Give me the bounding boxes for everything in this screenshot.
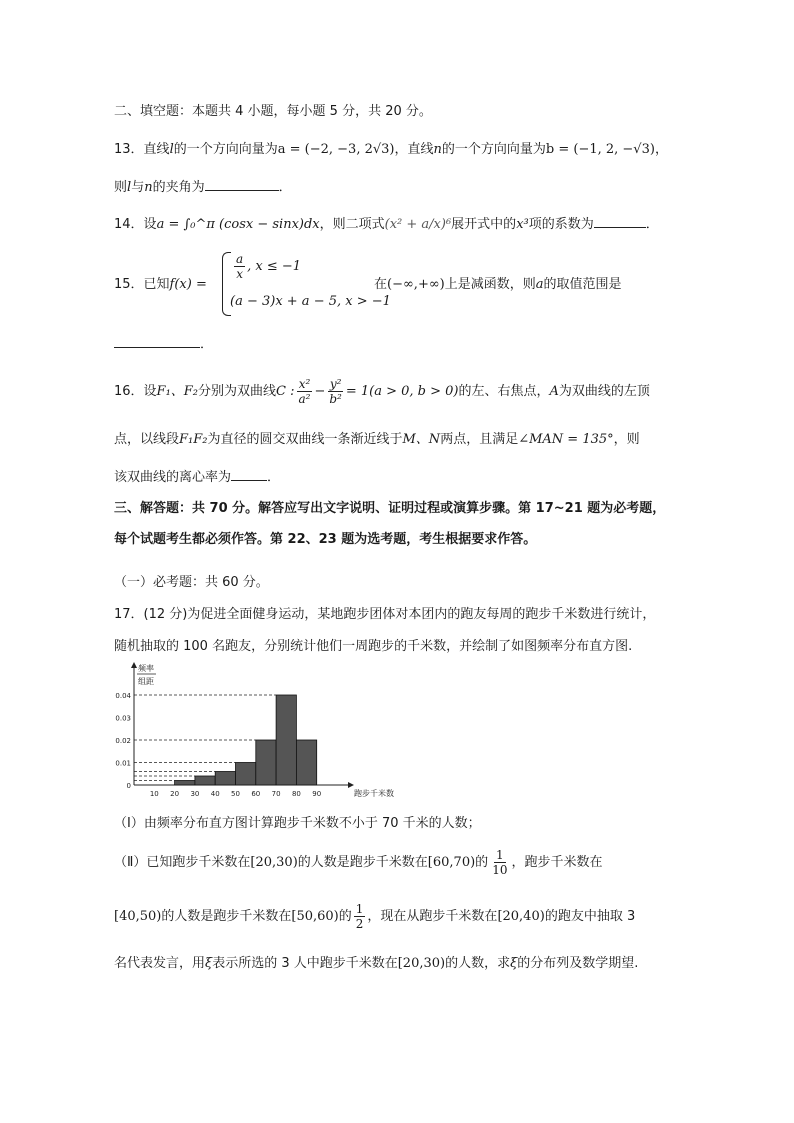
q16-number: 16．设 bbox=[114, 384, 157, 399]
section3-heading-line1: 三、解答题：共 70 分。解答应写出文字说明、证明过程或演算步骤。第 17~21 题为必考题， bbox=[114, 501, 666, 516]
x-axis-label: 跑步千米数 bbox=[354, 789, 394, 798]
function-f: f(x) = bbox=[169, 277, 207, 292]
line-l: l bbox=[127, 180, 132, 195]
q13-text: 则 bbox=[114, 180, 128, 195]
case-1 bbox=[232, 252, 301, 281]
minus-sign: − bbox=[314, 384, 326, 399]
histogram-bar bbox=[236, 763, 256, 786]
question-17-part1: （Ⅰ）由频率分布直方图计算跑步千米数不小于 70 千米的人数； bbox=[114, 816, 481, 831]
q17-text: 的人数是跑步千米数在 bbox=[297, 855, 428, 870]
q14-text: 设 bbox=[143, 217, 157, 232]
q17-text: 的分布列及数学期望. bbox=[517, 956, 639, 971]
q14-text: ． bbox=[645, 217, 659, 232]
question-14 bbox=[114, 213, 659, 235]
segment-f1f2: F₁F₂ bbox=[179, 432, 208, 447]
interval: [50,60) bbox=[291, 909, 339, 924]
histogram-bar bbox=[296, 740, 316, 785]
interval: [60,70) bbox=[427, 855, 476, 870]
x-tick-label: 20 bbox=[170, 790, 180, 798]
x-tick-label: 30 bbox=[190, 790, 200, 798]
q16-text: 的左、右焦点， bbox=[458, 384, 550, 399]
q14-text: 展开式中的 bbox=[451, 217, 517, 232]
x-tick-label: 40 bbox=[210, 790, 220, 798]
y-tick-label: 0.02 bbox=[115, 737, 131, 745]
interval: [20,30) bbox=[250, 855, 298, 870]
q15-text: 上是减函数，则 bbox=[444, 277, 536, 292]
x-tick-label: 90 bbox=[312, 790, 322, 798]
q17-text: 名代表发言，用 bbox=[114, 956, 206, 971]
x-tick-label: 60 bbox=[251, 790, 261, 798]
foci: F₁、F₂ bbox=[156, 384, 199, 399]
q17-text: 的跑友中抽取 3 bbox=[544, 909, 636, 924]
x-axis-arrow bbox=[348, 782, 354, 788]
q14-text: 项的系数为 bbox=[528, 217, 594, 232]
y-axis-arrow bbox=[131, 662, 137, 668]
frequency-histogram bbox=[112, 660, 412, 805]
q15-number: 15．已知 bbox=[114, 277, 170, 292]
q16-text: 两点，且满足 bbox=[440, 432, 519, 447]
answer-blank[interactable] bbox=[114, 333, 200, 348]
q15-case1-cond: , x ≤ −1 bbox=[247, 259, 302, 274]
x-tick-label: 70 bbox=[271, 790, 281, 798]
frac-b2: b² bbox=[329, 392, 342, 406]
var-xi: ξ bbox=[205, 956, 213, 971]
histogram-bar bbox=[215, 772, 235, 786]
fraction-denominator: 10 bbox=[492, 863, 508, 877]
q13-text: 的夹角为 bbox=[152, 180, 205, 195]
q16-text: ，则 bbox=[613, 432, 640, 447]
var-a: a bbox=[535, 277, 544, 292]
q16-text: 该双曲线的离心率为 bbox=[114, 470, 232, 485]
line-n: n bbox=[144, 180, 153, 195]
angle-man: ∠MAN = 135° bbox=[518, 432, 614, 447]
q15-text: ． bbox=[200, 337, 214, 352]
section2-heading: 二、填空题：本题共 4 小题，每小题 5 分，共 20 分。 bbox=[114, 104, 432, 119]
interval: [20,40) bbox=[497, 909, 545, 924]
frac-x2: x² bbox=[298, 377, 311, 391]
x-tick-label: 50 bbox=[231, 790, 240, 798]
histogram-bar bbox=[195, 776, 215, 785]
point-a: A bbox=[549, 384, 559, 399]
q17-text: 的人数是跑步千米数在 bbox=[161, 909, 292, 924]
q13-number: 13． bbox=[114, 142, 144, 157]
q16-text: 点，以线段 bbox=[114, 432, 180, 447]
case-2: (a − 3)x + a − 5, x > −1 bbox=[230, 294, 391, 309]
frac-y2: y² bbox=[329, 377, 342, 391]
y-tick-label: 0.01 bbox=[115, 759, 131, 768]
q13-text: ． bbox=[278, 180, 292, 195]
answer-blank[interactable] bbox=[205, 176, 279, 191]
x-tick-label: 80 bbox=[291, 790, 301, 798]
question-13-line1 bbox=[114, 140, 668, 160]
question-16-line3 bbox=[114, 466, 280, 488]
q16-text: 为双曲线的左顶 bbox=[558, 384, 650, 399]
question-16-line1 bbox=[114, 377, 650, 406]
binomial-expression: (x² + a/x)⁶ bbox=[384, 217, 452, 232]
line-n: n bbox=[433, 142, 442, 157]
interval: [40,50) bbox=[114, 909, 162, 924]
question-15-tail bbox=[374, 275, 622, 295]
question-17-part4 bbox=[114, 954, 638, 974]
q15-text: 在 bbox=[374, 277, 388, 292]
fraction-numerator: 1 bbox=[496, 848, 504, 862]
frac-a2: a² bbox=[298, 392, 311, 406]
q17-text: ，跑步千米数在 bbox=[511, 855, 603, 870]
q14-text: ，则二项式 bbox=[319, 217, 385, 232]
term-x3: x³ bbox=[516, 217, 529, 232]
q17-text: （Ⅱ）已知跑步千米数在 bbox=[114, 855, 251, 870]
q13-text: 直线 bbox=[143, 142, 170, 157]
var-xi: ξ bbox=[510, 956, 518, 971]
integral-expression: a = ∫₀^π (cosx − sinx)dx bbox=[156, 217, 320, 232]
y-axis-label-bottom: 组距 bbox=[138, 677, 154, 686]
q13-text: ， bbox=[654, 142, 668, 157]
question-15-answer bbox=[114, 333, 213, 355]
question-15-label bbox=[114, 275, 207, 295]
question-17-part3 bbox=[114, 902, 635, 931]
q14-number: 14． bbox=[114, 217, 144, 232]
question-17-part2 bbox=[114, 848, 602, 877]
question-16-line2 bbox=[114, 430, 640, 450]
q15-text: 的取值范围是 bbox=[543, 277, 622, 292]
q16-text: 分别为双曲线 bbox=[198, 384, 277, 399]
q16-text: 为直径的圆交双曲线一条渐近线于 bbox=[207, 432, 403, 447]
y-tick-label: 0.04 bbox=[115, 692, 131, 700]
answer-blank[interactable] bbox=[594, 213, 646, 228]
interval: (−∞,+∞) bbox=[387, 277, 445, 292]
q17-text: 的 bbox=[475, 855, 489, 870]
histogram-bar bbox=[276, 695, 296, 785]
section3-heading-line2: 每个试题考生都必须作答。第 22、23 题为选考题，考生根据要求作答。 bbox=[114, 532, 537, 547]
histogram-bar bbox=[175, 781, 195, 786]
line-l: l bbox=[169, 142, 174, 157]
question-17-line2: 随机抽取的 100 名跑友，分别统计他们一周跑步的千米数，并绘制了如图频率分布直方图. bbox=[114, 639, 633, 654]
question-13-line2 bbox=[114, 176, 292, 198]
points-mn: M、N bbox=[402, 432, 441, 447]
y-axis-label-top: 频率 bbox=[138, 664, 154, 673]
q13-text: 与 bbox=[131, 180, 145, 195]
q15-case1-den: x bbox=[236, 267, 243, 281]
q17-text: 的人数，求 bbox=[445, 956, 511, 971]
q16-text: ． bbox=[267, 470, 281, 485]
x-tick-label: 10 bbox=[149, 790, 159, 798]
q17-text: ，现在从跑步千米数在 bbox=[367, 909, 498, 924]
question-17-line1: 17．(12 分)为促进全面健身运动，某地跑步团体对本团内的跑友每周的跑步千米数进行统计， bbox=[114, 607, 656, 622]
fraction-numerator: 1 bbox=[355, 902, 364, 916]
y-tick-label: 0.03 bbox=[115, 714, 131, 723]
interval: [20,30) bbox=[397, 956, 446, 971]
subsection-required: （一）必考题：共 60 分。 bbox=[114, 575, 269, 590]
q13-text: 的一个方向向量为 bbox=[173, 142, 278, 157]
y-tick-label: 0 bbox=[126, 782, 131, 790]
q17-text: 的 bbox=[338, 909, 352, 924]
q15-case1-num: a bbox=[236, 252, 244, 266]
answer-blank[interactable] bbox=[231, 466, 267, 481]
fraction-denominator: 2 bbox=[355, 917, 364, 931]
q13-text: 的一个方向向量为 bbox=[441, 142, 546, 157]
piecewise-function bbox=[222, 252, 391, 314]
vector-b: b = (−1, 2, −√3) bbox=[545, 142, 655, 157]
curve-c: C : bbox=[276, 384, 295, 399]
q13-text: ，直线 bbox=[394, 142, 434, 157]
equation-rhs: = 1(a > 0, b > 0) bbox=[345, 384, 459, 399]
q17-text: 表示所选的 3 人中跑步千米数在 bbox=[212, 956, 398, 971]
histogram-bar bbox=[256, 740, 276, 785]
vector-a: a = (−2, −3, 2√3) bbox=[277, 142, 395, 157]
